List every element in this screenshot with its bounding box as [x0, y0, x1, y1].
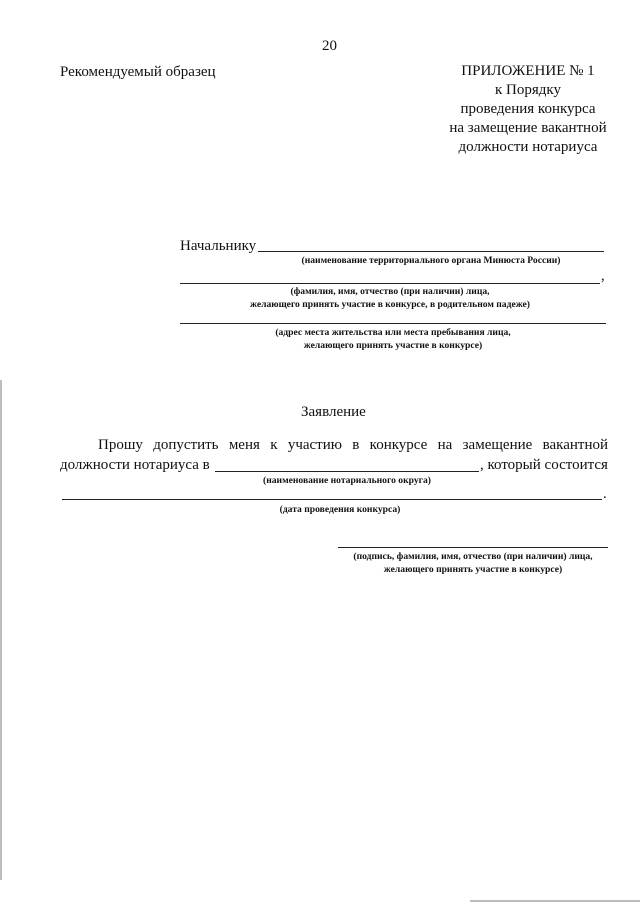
name-field-hint: [180, 285, 600, 311]
org-field-line[interactable]: [258, 251, 604, 252]
date-field-line[interactable]: [62, 499, 602, 500]
signature-field-line[interactable]: [338, 547, 608, 548]
address-field-line[interactable]: [180, 323, 606, 324]
statement-body-line-2-start: должности нотариуса в: [60, 457, 210, 473]
to-label: Начальнику: [180, 238, 257, 254]
name-field-comma: ,: [601, 268, 605, 284]
address-field-hint-line-1: (адрес места жительства или места пребывания лица,: [275, 327, 511, 338]
scan-edge-left: [0, 380, 2, 880]
appendix-line-3: проведения конкурса: [460, 101, 596, 117]
address-field-hint: [180, 326, 606, 352]
date-field-hint: (дата проведения конкурса): [279, 504, 401, 515]
statement-body-line-2-end: , который состоится: [480, 457, 608, 473]
district-field-line[interactable]: [215, 471, 479, 472]
org-field-hint: (наименование территориального органа Минюста России): [301, 255, 561, 266]
appendix-line-1: ПРИЛОЖЕНИЕ № 1: [461, 63, 595, 79]
district-field-hint: (наименование нотариального округа): [263, 475, 431, 486]
address-field-hint-line-2: желающего принять участие в конкурсе): [303, 340, 483, 351]
signature-hint-line-1: (подпись, фамилия, имя, отчество (при наличии) лица,: [353, 551, 593, 562]
page-number: 20: [322, 38, 337, 54]
sample-label: Рекомендуемый образец: [60, 64, 216, 80]
appendix-line-2: к Порядку: [495, 82, 561, 98]
name-field-line[interactable]: [180, 283, 600, 284]
appendix-line-4: на замещение вакантной: [449, 120, 607, 136]
statement-body-line-1: Прошу допустить меня к участию в конкурсе на замещение вакантной: [98, 437, 608, 453]
appendix-line-5: должности нотариуса: [458, 139, 598, 155]
scan-edge-bottom: [470, 900, 640, 902]
name-field-hint-line-1: (фамилия, имя, отчество (при наличии) лица,: [290, 286, 490, 297]
statement-title: Заявление: [301, 404, 366, 420]
name-field-hint-line-2: желающего принять участие в конкурсе, в родительном падеже): [249, 299, 531, 310]
date-field-period: .: [603, 486, 607, 502]
signature-field-hint: [338, 550, 608, 576]
appendix-block: [440, 62, 616, 157]
signature-hint-line-2: желающего принять участие в конкурсе): [383, 564, 563, 575]
